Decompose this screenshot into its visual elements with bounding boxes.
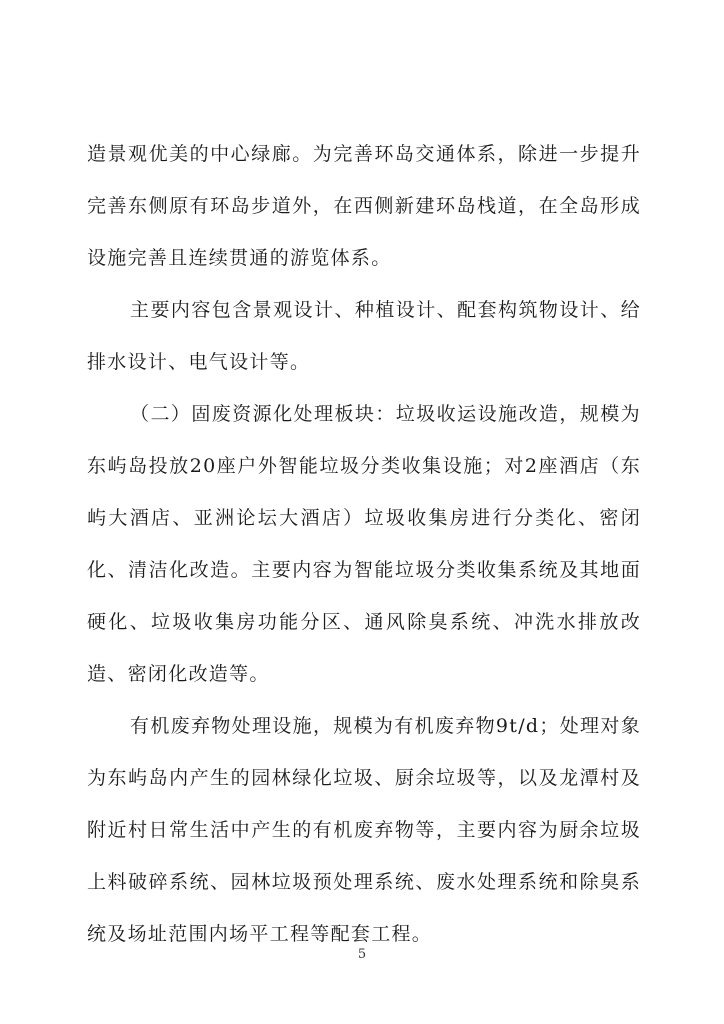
body-text [87,128,641,960]
paragraph-solid-waste: （二）固废资源化处理板块：垃圾收运设施改造，规模为东屿岛投放20座户外智能垃圾分类收集设施；对2座酒店（东屿大酒店、亚洲论坛大酒店）垃圾收集房进行分类化、密闭化、清洁化改造。主要内容为智能垃圾分类收集系统及其地面硬化、垃圾收集房功能分区、通风除臭系统、冲洗水排放改造、密闭化改造等。 [87,403,641,685]
paragraph-organic-waste: 有机废弃物处理设施，规模为有机废弃物9t/d；处理对象为东屿岛内产生的园林绿化垃圾、厨余垃圾等，以及龙潭村及附近村日常生活中产生的有机废弃物等，主要内容为厨余垃圾上料破碎系统、园林垃圾预处理系统、废水处理系统和除臭系统及场址范围内场平工程等配套工程。 [87,715,641,945]
page-number: 5 [357,947,367,962]
paragraph-continuation: 造景观优美的中心绿廊。为完善环岛交通体系，除进一步提升完善东侧原有环岛步道外，在西侧新建环岛栈道，在全岛形成设施完善且连续贯通的游览体系。 [87,143,641,269]
paragraph-main-content: 主要内容包含景观设计、种植设计、配套构筑物设计、给排水设计、电气设计等。 [87,299,641,373]
